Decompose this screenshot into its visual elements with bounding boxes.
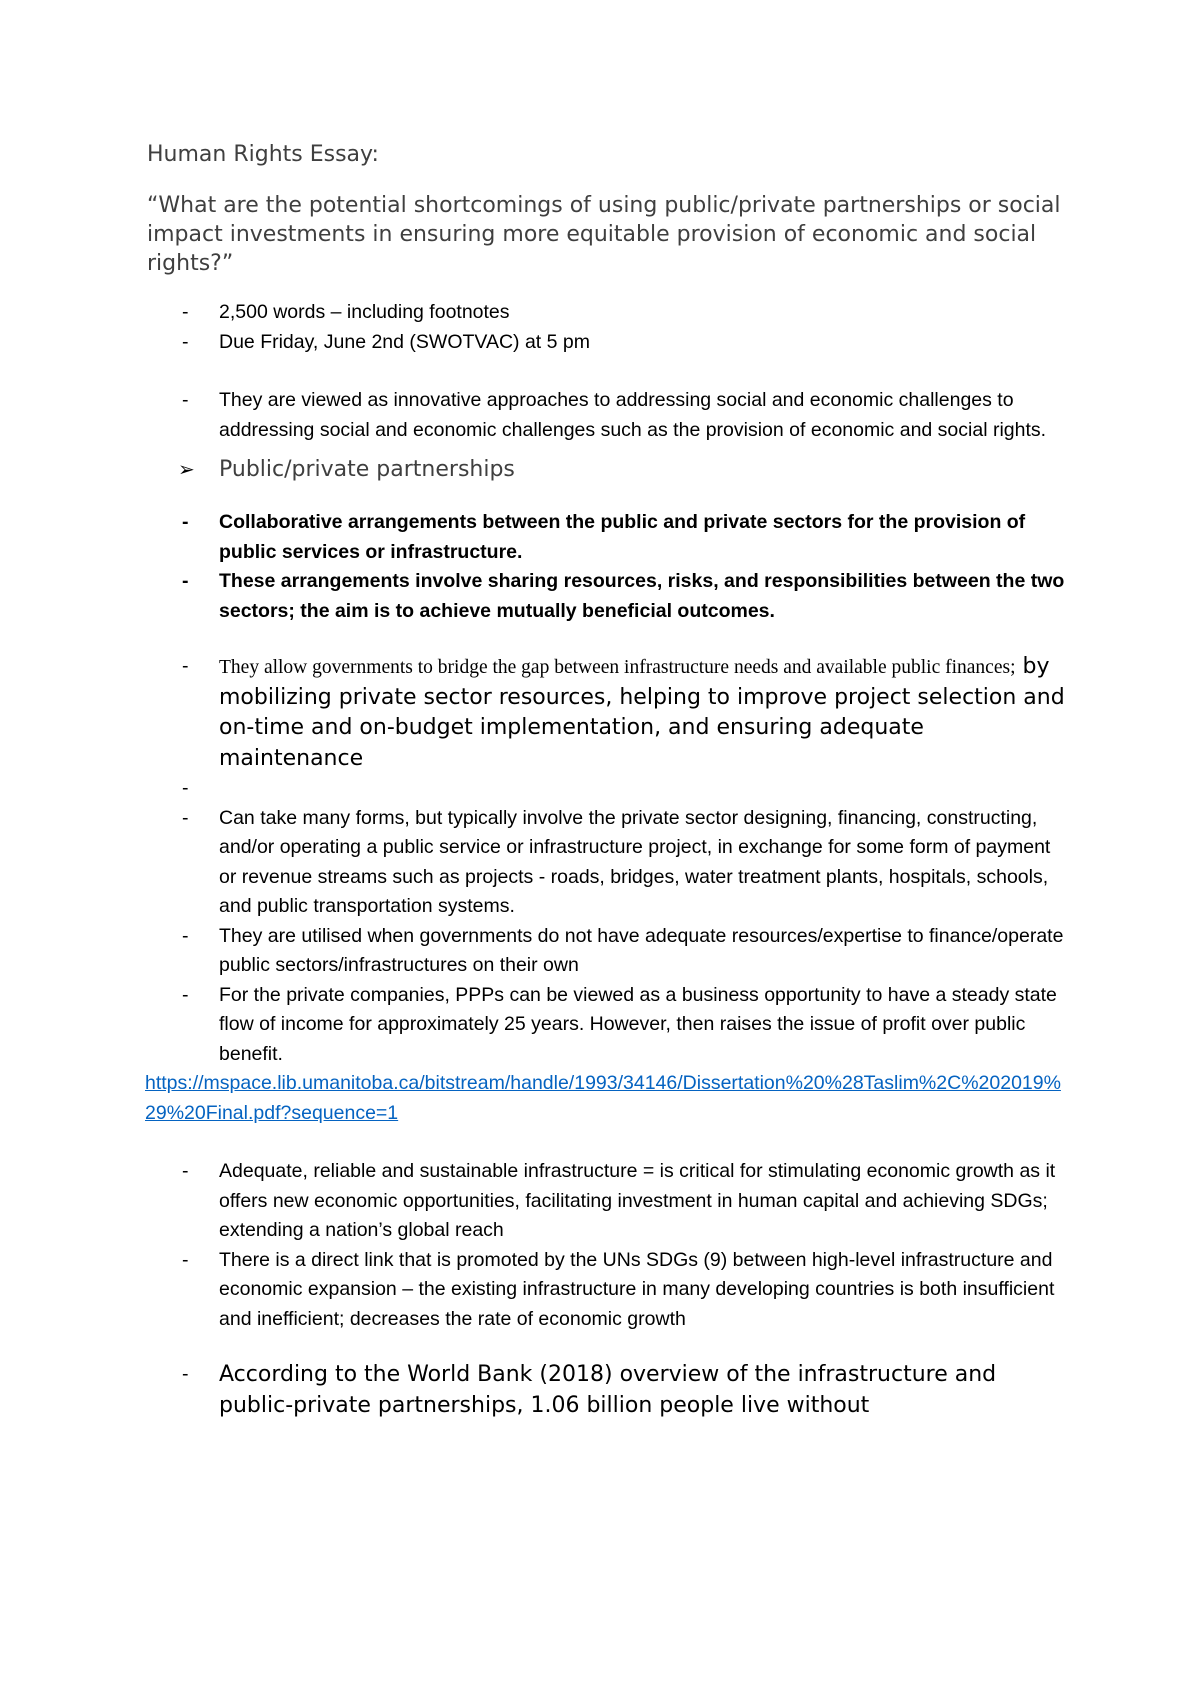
mixed-points-list <box>147 652 1067 1069</box>
essay-question: “What are the potential shortcomings of using public/private partnerships or social impact investments in ensuring more equitable provision of economic and social rights?” <box>147 193 1061 276</box>
intro-list <box>147 386 1067 445</box>
essay-title: Human Rights Essay: <box>147 142 379 167</box>
dash-bullet: - <box>182 301 189 323</box>
list-item: - 2,500 words – including footnotes <box>147 298 1067 328</box>
dash-bullet: - <box>182 1363 189 1385</box>
dash-bullet: - <box>182 777 189 799</box>
final-points-list <box>147 1360 1067 1421</box>
section-heading: ➢ Public/private partnerships <box>178 457 515 482</box>
list-item: - Collaborative arrangements between the public and private sectors for the provision of public services or infrastructure. <box>147 508 1067 567</box>
dash-bullet: - <box>182 924 189 947</box>
list-item: - There is a direct link that is promoted by the UNs SDGs (9) between high-level infrastructure and economic expansion – the existing infrastructure in many developing countries is both insufficient and inefficient; decreases the rate of economic growth <box>147 1246 1067 1335</box>
list-item: - They are viewed as innovative approaches to addressing social and economic challenges to addressing social and economic challenges such as the provision of economic and social rights. <box>147 386 1067 445</box>
dash-bullet: - <box>182 983 189 1006</box>
list-item: - Due Friday, June 2nd (SWOTVAC) at 5 pm <box>147 328 1067 358</box>
infrastructure-points-list <box>147 1157 1067 1334</box>
dash-bullet: - <box>182 511 189 533</box>
dash-bullet: - <box>182 806 189 829</box>
arrow-bullet-icon: ➢ <box>178 457 195 481</box>
list-item: - Can take many forms, but typically involve the private sector designing, financing, constructing, and/or operating a public service or infrastructure project, in exchange for some form of payment or revenue streams such as projects - roads, bridges, water treatment plants, hospitals, schools, and public transportation systems. <box>147 804 1067 922</box>
list-item: - Adequate, reliable and sustainable infrastructure = is critical for stimulating economic growth as it offers new economic opportunities, facilitating investment in human capital and achieving SDGs; extending a nation’s global reach <box>147 1157 1067 1246</box>
list-item: - They allow governments to bridge the gap between infrastructure needs and available public finances; by mobilizing private sector resources, helping to improve project selection and on-time and on-budget implementation, and ensuring adequate maintenance <box>182 654 1065 771</box>
list-item-empty <box>147 774 1067 804</box>
list-item: - For the private companies, PPPs can be viewed as a business opportunity to have a steady state flow of income for approximately 25 years. However, then raises the issue of profit over public benefit. <box>147 981 1067 1070</box>
list-item: - According to the World Bank (2018) overview of the infrastructure and public-private partnerships, 1.06 billion people live without <box>182 1362 997 1418</box>
list-item: - These arrangements involve sharing resources, risks, and responsibilities between the two sectors; the aim is to achieve mutually beneficial outcomes. <box>147 567 1067 626</box>
dash-bullet: - <box>182 330 189 353</box>
source-link[interactable]: https://mspace.lib.umanitoba.ca/bitstream/handle/1993/34146/Dissertation%20%28Taslim%2C%202019%29%20Final.pdf?sequence=1 <box>145 1072 1061 1124</box>
list-item: - They are utilised when governments do not have adequate resources/expertise to finance/operate public sectors/infrastructures on their own <box>147 922 1067 981</box>
dash-bullet: - <box>182 570 189 592</box>
requirements-list <box>147 298 1067 357</box>
bold-points-list <box>147 508 1067 626</box>
dash-bullet: - <box>182 655 189 677</box>
dash-bullet: - <box>182 1248 189 1271</box>
dash-bullet: - <box>182 1160 189 1182</box>
dash-bullet: - <box>182 389 189 411</box>
document-body <box>147 142 1067 1421</box>
